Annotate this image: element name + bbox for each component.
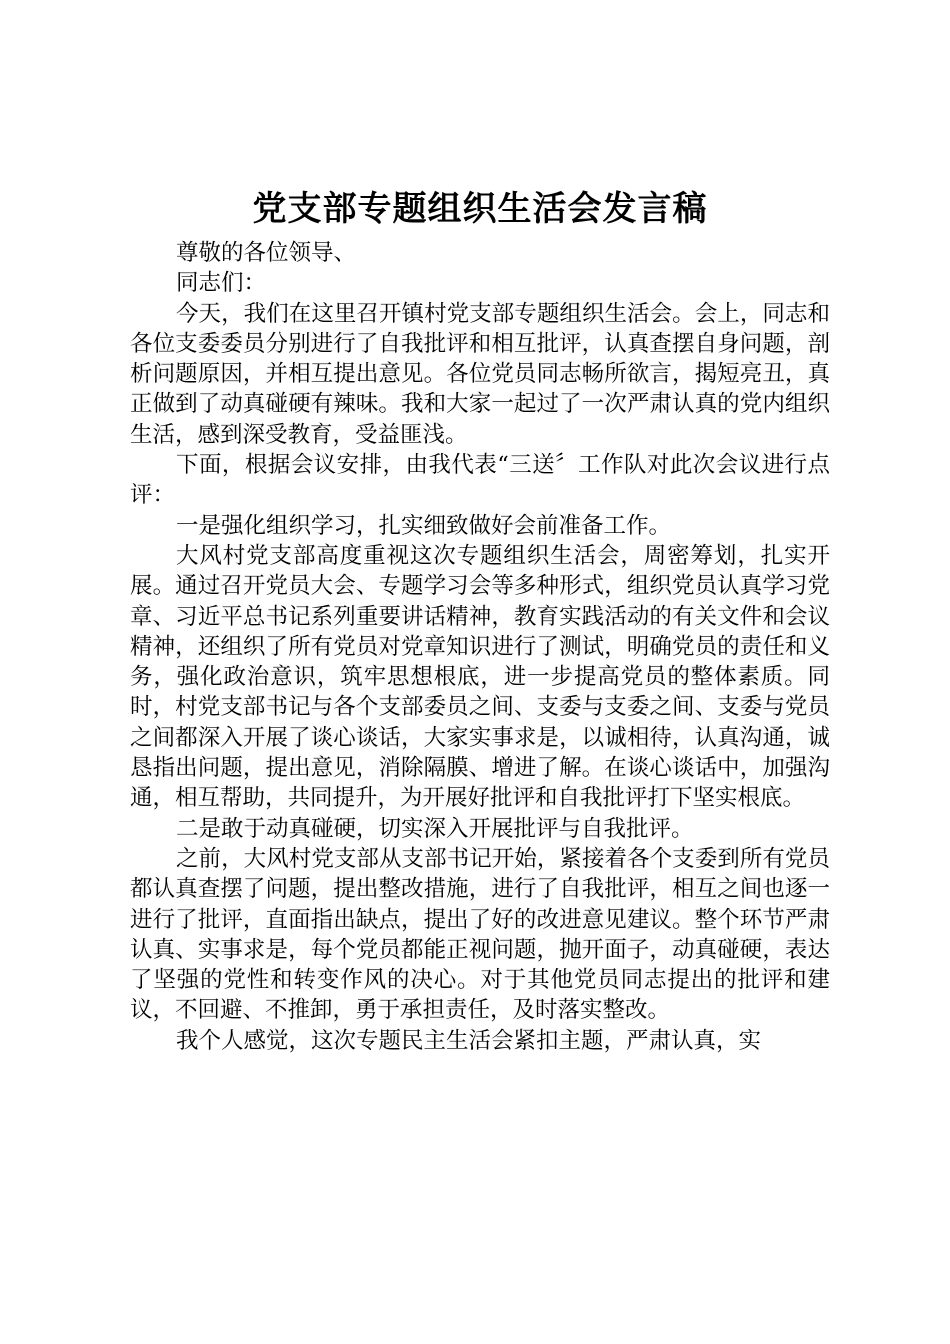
salutation-leaders: 尊敬的各位领导、 <box>176 240 357 266</box>
salutation-comrades: 同志们： <box>176 270 267 297</box>
heading-point-one: 一是强化组织学习，扎实细致做好会前准备工作。 <box>176 512 672 539</box>
paragraph-opening: 今天，我们在这里召开镇村党支部专题组织生活会。会上，同志和各位支委委员分别进行了自我批评和相互批评，认真查摆自身问题，剖析问题原因，并相互提出意见。各位党员同志畅所欲言，揭短亮丑，真正做到了动真碰硬有辣味。我和大家一起过了一次严肃认真的党内组织生活，感到深受教育，受益匪浅。 <box>130 300 830 448</box>
document-body <box>130 186 830 1056</box>
paragraph-point-two: 之前，大风村党支部从支部书记开始，紧接着各个支委到所有党员都认真查摆了问题，提出整改措施，进行了自我批评，相互之间也逐一进行了批评，直面指出缺点，提出了好的改进意见建议。整个环节严肃认真、实事求是，每个党员都能正视问题，抛开面子，动真碰硬，表达了坚强的党性和转变作风的决心。对于其他党员同志提出的批评和建议，不回避、不推卸，勇于承担责任，及时落实整改。 <box>130 845 830 1024</box>
paragraph-review-intro: 下面，根据会议安排，由我代表“三送〞工作队对此次会议进行点评： <box>130 452 830 509</box>
document-title: 党支部专题组织生活会发言稿 <box>252 189 708 229</box>
paragraph-point-one: 大风村党支部高度重视这次专题组织生活会，周密筹划，扎实开展。通过召开党员大会、专题学习会等多种形式，组织党员认真学习党章、习近平总书记系列重要讲话精神，教育实践活动的有关文件和会议精神，还组织了所有党员对党章知识进行了测试，明确党员的责任和义务，强化政治意识，筑牢思想根底，进一步提高党员的整体素质。同时，村党支部书记与各个支部委员之间、支委与支委之间、支委与党员之间都深入开展了谈心谈话，大家实事求是，以诚相待，认真沟通，诚恳指出问题，提出意见，消除隔膜、增进了解。在谈心谈话中，加强沟通，相互帮助，共同提升，为开展好批评和自我批评打下坚实根底。 <box>130 542 830 812</box>
paragraph-personal-view: 我个人感觉，这次专题民主生活会紧扣主题，严肃认真，实 <box>176 1027 762 1054</box>
heading-point-two: 二是敢于动真碰硬，切实深入开展批评与自我批评。 <box>176 815 694 842</box>
